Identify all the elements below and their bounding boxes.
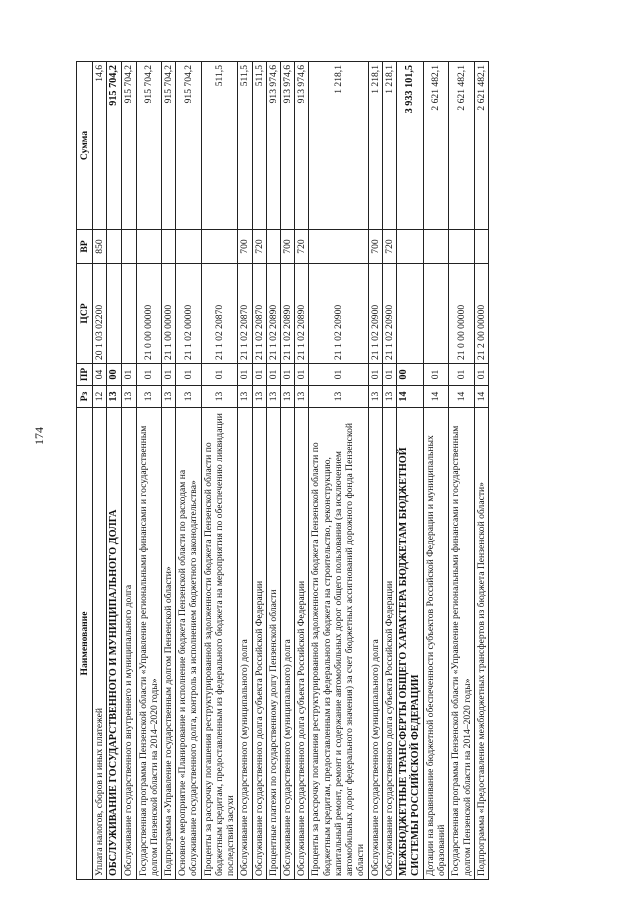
- cell-csr: 21 1 02 20900: [382, 264, 396, 364]
- cell-csr: 21 1 02 20870: [238, 264, 252, 364]
- cell-sum: 2 621 482,1: [449, 62, 474, 230]
- cell-rz: 13: [295, 386, 309, 408]
- cell-sum: 1 218,1: [368, 62, 382, 230]
- cell-pr: 01: [309, 364, 368, 386]
- cell-vr: [107, 230, 122, 264]
- table-row: [396, 62, 423, 880]
- cell-rz: 13: [368, 386, 382, 408]
- cell-pr: 01: [474, 364, 488, 386]
- table-body: [93, 62, 489, 880]
- cell-name: ОБСЛУЖИВАНИЕ ГОСУДАРСТВЕННОГО И МУНИЦИПАЛЬНОГО ДОЛГА: [107, 408, 122, 880]
- cell-vr: [423, 230, 448, 264]
- cell-csr: 21 1 02 20870: [201, 264, 238, 364]
- page-number: 174: [32, 427, 46, 445]
- table-row: [449, 62, 474, 880]
- cell-csr: 21 1 00 00000: [162, 264, 176, 364]
- cell-pr: 01: [295, 364, 309, 386]
- cell-vr: [449, 230, 474, 264]
- cell-csr: 21 1 02 20900: [309, 264, 368, 364]
- table-row: [382, 62, 396, 880]
- cell-pr: 00: [107, 364, 122, 386]
- table-row: [281, 62, 295, 880]
- cell-sum: 915 704,2: [136, 62, 161, 230]
- cell-csr: 21 0 00 00000: [136, 264, 161, 364]
- cell-sum: 511,5: [252, 62, 266, 230]
- cell-sum: 511,5: [201, 62, 238, 230]
- cell-rz: 13: [309, 386, 368, 408]
- cell-csr: 21 1 02 20890: [295, 264, 309, 364]
- cell-sum: 915 704,2: [162, 62, 176, 230]
- cell-sum: 913 974,6: [295, 62, 309, 230]
- cell-rz: 13: [162, 386, 176, 408]
- cell-csr: [107, 264, 122, 364]
- cell-csr: [423, 264, 448, 364]
- table-row: [201, 62, 238, 880]
- cell-sum: 915 704,2: [122, 62, 136, 230]
- cell-csr: [396, 264, 423, 364]
- cell-sum: 2 621 482,1: [423, 62, 448, 230]
- cell-name: Основное мероприятие «Планирование и исполнение бюджета Пензенской области по расходам на обслуживание государственного долга, контроль за исполнением бюджетного законодательства»: [176, 408, 201, 880]
- table-row: [122, 62, 136, 880]
- cell-pr: 01: [238, 364, 252, 386]
- table-row: [107, 62, 122, 880]
- cell-pr: 01: [162, 364, 176, 386]
- cell-csr: 20 1 03 02200: [93, 264, 107, 364]
- cell-name: МЕЖБЮДЖЕТНЫЕ ТРАНСФЕРТЫ ОБЩЕГО ХАРАКТЕРА БЮДЖЕТАМ БЮДЖЕТНОЙ СИСТЕМЫ РОССИЙСКОЙ ФЕДЕРАЦИИ: [396, 408, 423, 880]
- cell-csr: 21 2 00 00000: [474, 264, 488, 364]
- cell-vr: [396, 230, 423, 264]
- cell-sum: 3 933 101,5: [396, 62, 423, 230]
- cell-rz: 14: [423, 386, 448, 408]
- header-name: Наименование: [77, 408, 93, 880]
- cell-name: Обслуживание государственного (муниципального) долга: [238, 408, 252, 880]
- cell-rz: 13: [122, 386, 136, 408]
- cell-pr: 01: [266, 364, 280, 386]
- cell-vr: 700: [238, 230, 252, 264]
- cell-rz: 13: [266, 386, 280, 408]
- cell-csr: 21 1 02 20890: [281, 264, 295, 364]
- cell-name: Государственная программа Пензенской области «Управление региональными финансами и государственным долгом Пензенской области на 2014–2020 годы»: [136, 408, 161, 880]
- cell-csr: [122, 264, 136, 364]
- cell-pr: 01: [281, 364, 295, 386]
- header-pr: ПР: [77, 364, 93, 386]
- cell-vr: 700: [281, 230, 295, 264]
- cell-sum: 2 621 482,1: [474, 62, 488, 230]
- cell-name: Процентные платежи по государственному долгу Пензенской области: [266, 408, 280, 880]
- cell-csr: 21 1 02 20870: [252, 264, 266, 364]
- cell-rz: 14: [474, 386, 488, 408]
- cell-pr: 01: [122, 364, 136, 386]
- cell-pr: 04: [93, 364, 107, 386]
- cell-vr: [136, 230, 161, 264]
- cell-name: Обслуживание государственного долга субъекта Российской Федерации: [382, 408, 396, 880]
- cell-pr: 01: [136, 364, 161, 386]
- cell-name: Подпрограмма «Предоставление межбюджетных трансфертов из бюджета Пензенской области»: [474, 408, 488, 880]
- header-rz: Рз: [77, 386, 93, 408]
- table-row: [474, 62, 488, 880]
- cell-name: Обслуживание государственного долга субъекта Российской Федерации: [252, 408, 266, 880]
- cell-csr: 21 1 02 00000: [176, 264, 201, 364]
- cell-vr: [176, 230, 201, 264]
- cell-rz: 13: [136, 386, 161, 408]
- cell-rz: 12: [93, 386, 107, 408]
- cell-rz: 13: [281, 386, 295, 408]
- cell-vr: 850: [93, 230, 107, 264]
- cell-rz: 13: [201, 386, 238, 408]
- cell-pr: 01: [252, 364, 266, 386]
- cell-vr: 700: [368, 230, 382, 264]
- table-header-row: [77, 62, 93, 880]
- cell-csr: 21 1 02 20900: [368, 264, 382, 364]
- cell-sum: 913 974,6: [281, 62, 295, 230]
- cell-name: Государственная программа Пензенской области «Управление региональными финансами и государственным долгом Пензенской области на 2014–2020 годы»: [449, 408, 474, 880]
- table-row: [368, 62, 382, 880]
- cell-rz: 14: [449, 386, 474, 408]
- cell-rz: 14: [396, 386, 423, 408]
- cell-rz: 13: [238, 386, 252, 408]
- cell-name: Дотации на выравнивание бюджетной обеспеченности субъектов Российской Федерации и муниципальных образований: [423, 408, 448, 880]
- cell-name: Обслуживание государственного долга субъекта Российской Федерации: [295, 408, 309, 880]
- cell-name: Обслуживание государственного внутреннего и муниципального долга: [122, 408, 136, 880]
- cell-vr: 720: [252, 230, 266, 264]
- cell-sum: 915 704,2: [176, 62, 201, 230]
- header-sum: Сумма: [77, 62, 93, 230]
- cell-csr: 21 1 02 20890: [266, 264, 280, 364]
- cell-sum: 915 704,2: [107, 62, 122, 230]
- cell-name: Обслуживание государственного (муниципального) долга: [368, 408, 382, 880]
- cell-vr: [474, 230, 488, 264]
- cell-sum: 1 218,1: [382, 62, 396, 230]
- cell-sum: 511,5: [238, 62, 252, 230]
- cell-rz: 13: [176, 386, 201, 408]
- table-row: [266, 62, 280, 880]
- rotated-page: [76, 62, 572, 880]
- cell-pr: 01: [176, 364, 201, 386]
- header-csr: ЦСР: [77, 264, 93, 364]
- cell-name: Подпрограмма «Управление государственным долгом Пензенской области»: [162, 408, 176, 880]
- cell-pr: 01: [368, 364, 382, 386]
- budget-table: [76, 61, 489, 880]
- cell-vr: [309, 230, 368, 264]
- cell-vr: [162, 230, 176, 264]
- cell-rz: 13: [107, 386, 122, 408]
- cell-vr: [201, 230, 238, 264]
- cell-vr: 720: [295, 230, 309, 264]
- cell-name: Проценты за рассрочку погашения реструктурированной задолженности бюджета Пензенской области по бюджетным кредитам, предоставленным из федерального бюджета на строительство, реконструкцию, капитальный ремонт, ремонт и содержание автомобильных дорог общего пользования (за исключением автомобильных дорог федерального значения) за счет бюджетных ассигнований дорожного фонда Пензенской области: [309, 408, 368, 880]
- table-row: [295, 62, 309, 880]
- cell-vr: 720: [382, 230, 396, 264]
- cell-sum: 14,6: [93, 62, 107, 230]
- cell-csr: 21 0 00 00000: [449, 264, 474, 364]
- cell-name: Уплата налогов, сборов и иных платежей: [93, 408, 107, 880]
- cell-name: Проценты за рассрочку погашения реструктурированной задолженности бюджета Пензенской области по бюджетным кредитам, предоставленным из федерального бюджета на мероприятия по обеспечению ликвидации последствий засухи: [201, 408, 238, 880]
- table-row: [136, 62, 161, 880]
- cell-vr: [122, 230, 136, 264]
- cell-rz: 13: [382, 386, 396, 408]
- table-row: [252, 62, 266, 880]
- cell-vr: [266, 230, 280, 264]
- cell-pr: 00: [396, 364, 423, 386]
- table-row: [162, 62, 176, 880]
- cell-sum: 913 974,6: [266, 62, 280, 230]
- table-row: [238, 62, 252, 880]
- table-row: [176, 62, 201, 880]
- table-row: [423, 62, 448, 880]
- cell-rz: 13: [252, 386, 266, 408]
- header-vr: ВР: [77, 230, 93, 264]
- cell-pr: 01: [382, 364, 396, 386]
- cell-pr: 01: [201, 364, 238, 386]
- cell-pr: 01: [423, 364, 448, 386]
- cell-name: Обслуживание государственного (муниципального) долга: [281, 408, 295, 880]
- table-row: [309, 62, 368, 880]
- table-row: [93, 62, 107, 880]
- cell-pr: 01: [449, 364, 474, 386]
- cell-sum: 1 218,1: [309, 62, 368, 230]
